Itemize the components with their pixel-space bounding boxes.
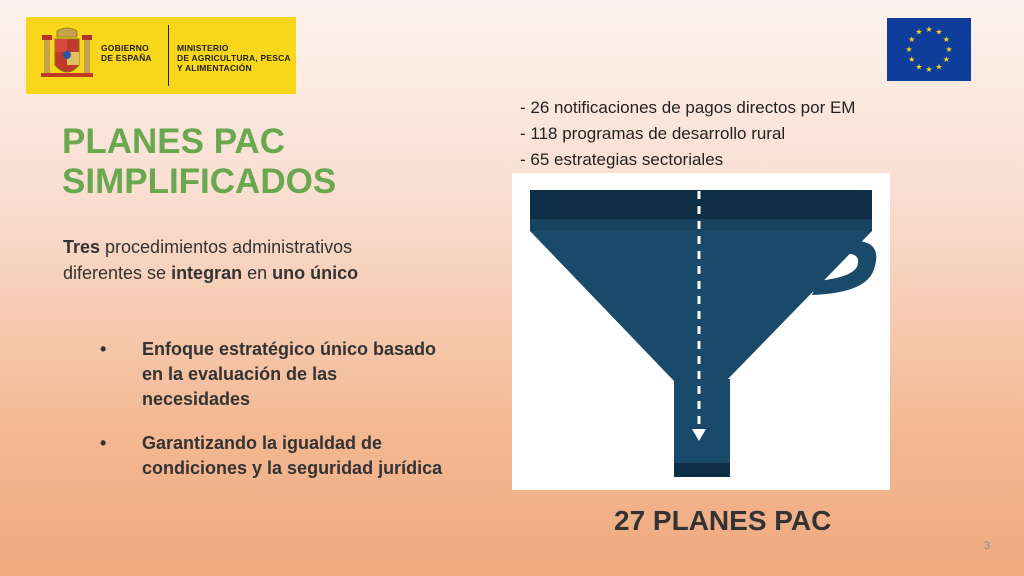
star-icon: ★ bbox=[908, 35, 916, 44]
star-icon: ★ bbox=[908, 55, 916, 64]
slide-title: PLANES PAC SIMPLIFICADOS bbox=[62, 122, 337, 201]
ministerio-label: MINISTERIO DE AGRICULTURA, PESCA Y ALIMENTACIÓN bbox=[177, 43, 291, 73]
star-icon: ★ bbox=[915, 62, 923, 72]
funnel-icon bbox=[512, 173, 890, 490]
intro-text: Tres procedimientos administrativos diferentes se integran en uno único bbox=[63, 237, 359, 283]
slide-number: 3 bbox=[984, 540, 991, 552]
eu-flag-icon bbox=[887, 18, 971, 81]
star-icon: ★ bbox=[942, 35, 950, 44]
bullet-list bbox=[100, 337, 450, 500]
star-icon: ★ bbox=[925, 25, 933, 34]
star-icon: ★ bbox=[915, 27, 923, 37]
star-icon: ★ bbox=[945, 45, 953, 54]
gobierno-label: GOBIERNO DE ESPAÑA bbox=[101, 43, 152, 63]
star-icon: ★ bbox=[925, 65, 933, 74]
star-icon: ★ bbox=[942, 55, 950, 64]
fact-item: - 65 estrategias sectoriales bbox=[520, 150, 724, 169]
result-label: 27 PLANES PAC bbox=[614, 505, 832, 536]
government-logo bbox=[26, 17, 296, 94]
star-icon: ★ bbox=[935, 27, 943, 37]
bullet-item: • Garantizando la igualdad de condiciones y la seguridad jurídica bbox=[100, 433, 443, 478]
star-icon: ★ bbox=[935, 62, 943, 72]
logo-divider bbox=[168, 25, 169, 86]
star-icon: ★ bbox=[905, 45, 913, 54]
fact-item: - 26 notificaciones de pagos directos por EM bbox=[520, 98, 856, 117]
coat-of-arms-icon bbox=[38, 25, 96, 85]
bullet-item: • Enfoque estratégico único basado en la evaluación de las necesidades bbox=[100, 339, 437, 409]
fact-item: - 118 programas de desarrollo rural bbox=[520, 124, 786, 143]
funnel-illustration bbox=[512, 173, 890, 490]
facts-list bbox=[520, 95, 855, 173]
